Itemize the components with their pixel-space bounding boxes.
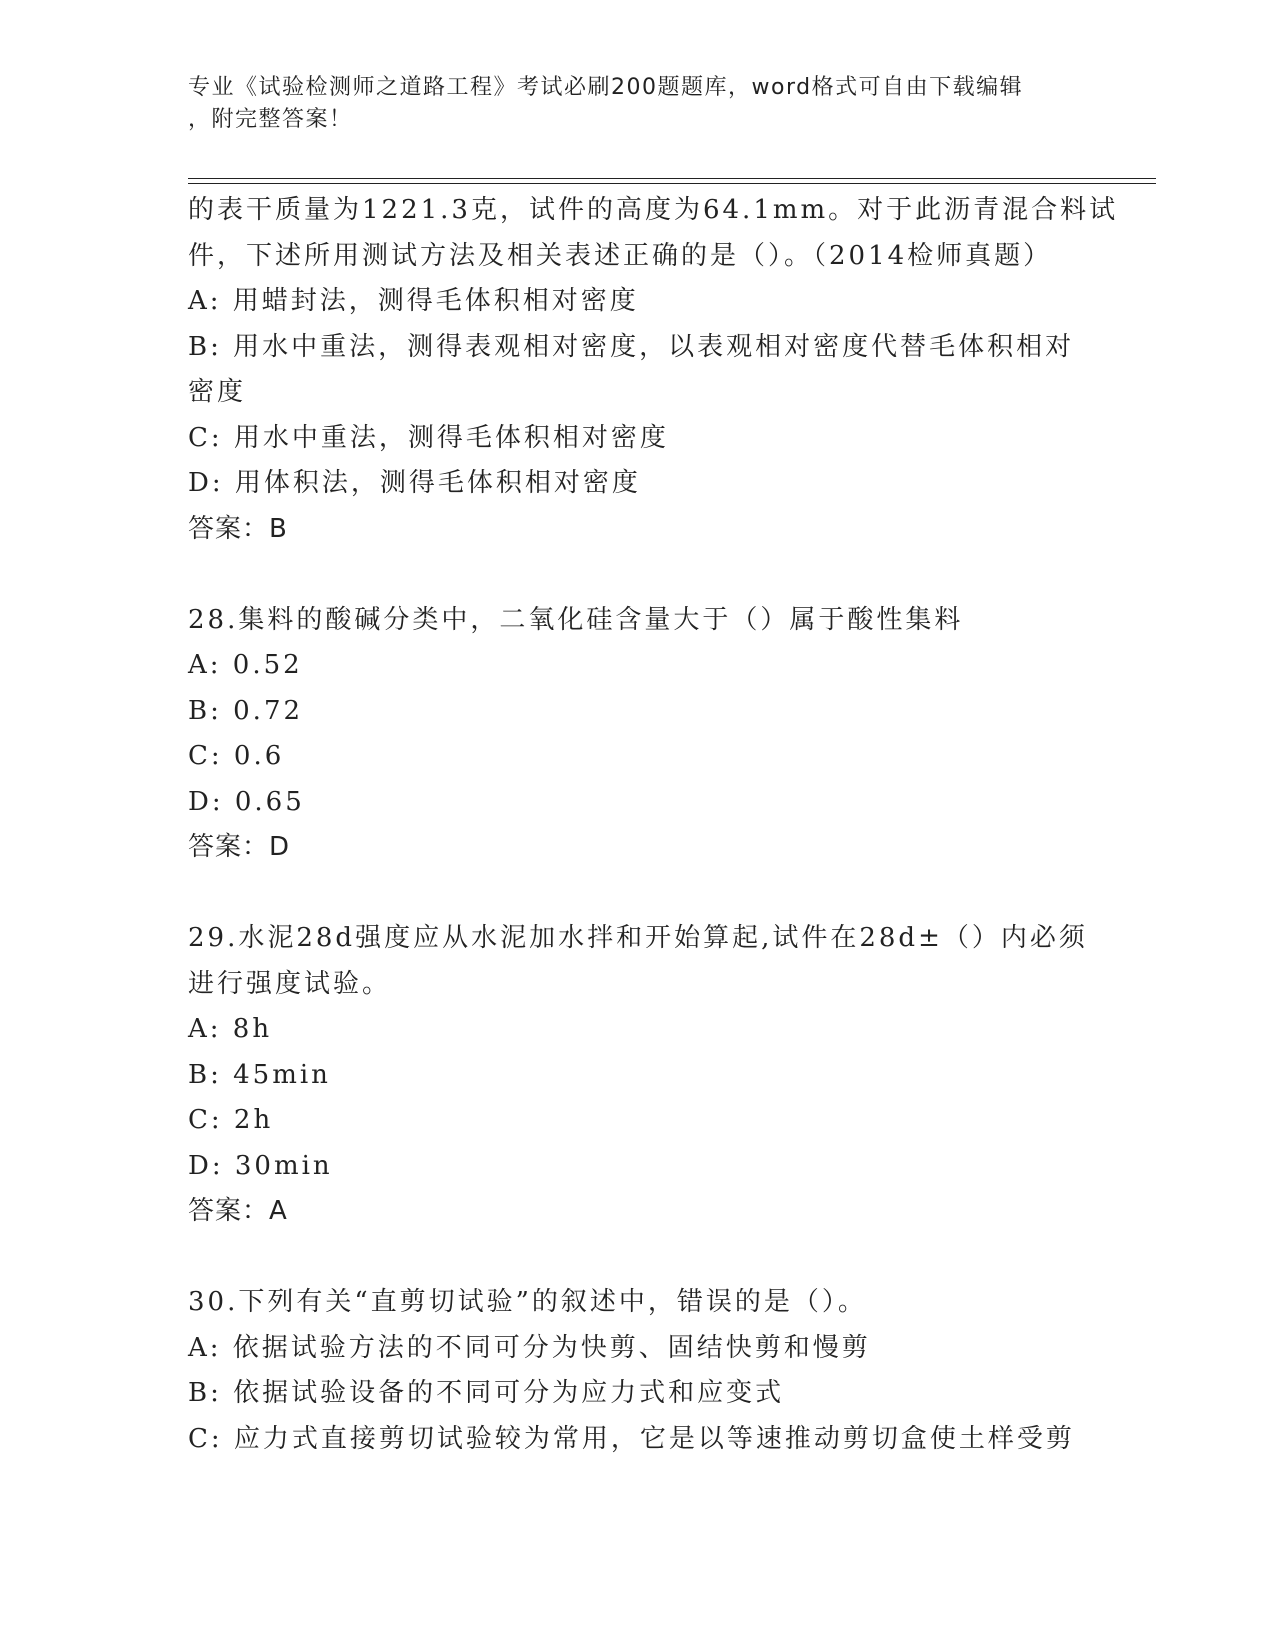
option-b: B: 用水中重法，测得表观相对密度，以表观相对密度代替毛体积相对 — [188, 331, 1075, 362]
question-28 — [188, 598, 1088, 871]
question-27 — [188, 188, 1119, 552]
option-c: C: 应力式直接剪切试验较为常用，它是以等速推动剪切盒使土样受剪 — [188, 1423, 1075, 1454]
option-a: A: 8h — [188, 1014, 273, 1044]
option-a: A: 用蜡封法，测得毛体积相对密度 — [188, 286, 639, 316]
header-line-1: 专业《试验检测师之道路工程》考试必刷200题题库，word格式可自由下载编辑 — [188, 75, 1024, 100]
answer: 答案：A — [188, 1196, 288, 1226]
question-stem: 28.集料的酸碱分类中，二氧化硅含量大于（）属于酸性集料 — [188, 604, 964, 635]
answer: 答案：D — [188, 832, 291, 862]
question-stem: 30.下列有关“直剪切试验”的叙述中，错误的是（）。 — [188, 1287, 867, 1317]
option-a: A: 0.52 — [188, 650, 303, 680]
option-c: C: 用水中重法，测得毛体积相对密度 — [188, 422, 669, 453]
question-stem: 29.水泥28d强度应从水泥加水拌和开始算起,试件在28d±（）内必须 — [188, 923, 1088, 953]
option-b: B: 0.72 — [188, 695, 304, 726]
header-rule-bottom — [188, 183, 1156, 184]
option-b-continued: 密度 — [188, 377, 247, 407]
option-c: C: 0.6 — [188, 741, 285, 771]
question-30 — [188, 1280, 1088, 1462]
spacer — [188, 552, 1088, 598]
header-rule-top — [188, 178, 1156, 179]
answer: 答案：B — [188, 513, 288, 544]
header-line-2: ，附完整答案！ — [188, 107, 353, 132]
question-stem: 件，下述所用测试方法及相关表述正确的是（）。（2014检师真题） — [188, 240, 1053, 271]
question-29 — [188, 916, 1088, 1235]
spacer — [188, 1235, 1088, 1281]
option-b: B: 45min — [188, 1059, 331, 1090]
option-b: B: 依据试验设备的不同可分为应力式和应变式 — [188, 1378, 785, 1408]
question-stem: 进行强度试验。 — [188, 968, 392, 999]
option-d: D: 用体积法，测得毛体积相对密度 — [188, 468, 641, 498]
option-c: C: 2h — [188, 1105, 274, 1135]
question-list — [188, 188, 1119, 1462]
document-header — [188, 72, 1088, 136]
option-d: D: 30min — [188, 1150, 333, 1181]
question-stem: 的表干质量为1221.3克，试件的高度为64.1mm。对于此沥青混合料试 — [188, 195, 1119, 225]
option-a: A: 依据试验方法的不同可分为快剪、固结快剪和慢剪 — [188, 1332, 871, 1363]
spacer — [188, 871, 1088, 917]
option-d: D: 0.65 — [188, 786, 305, 817]
